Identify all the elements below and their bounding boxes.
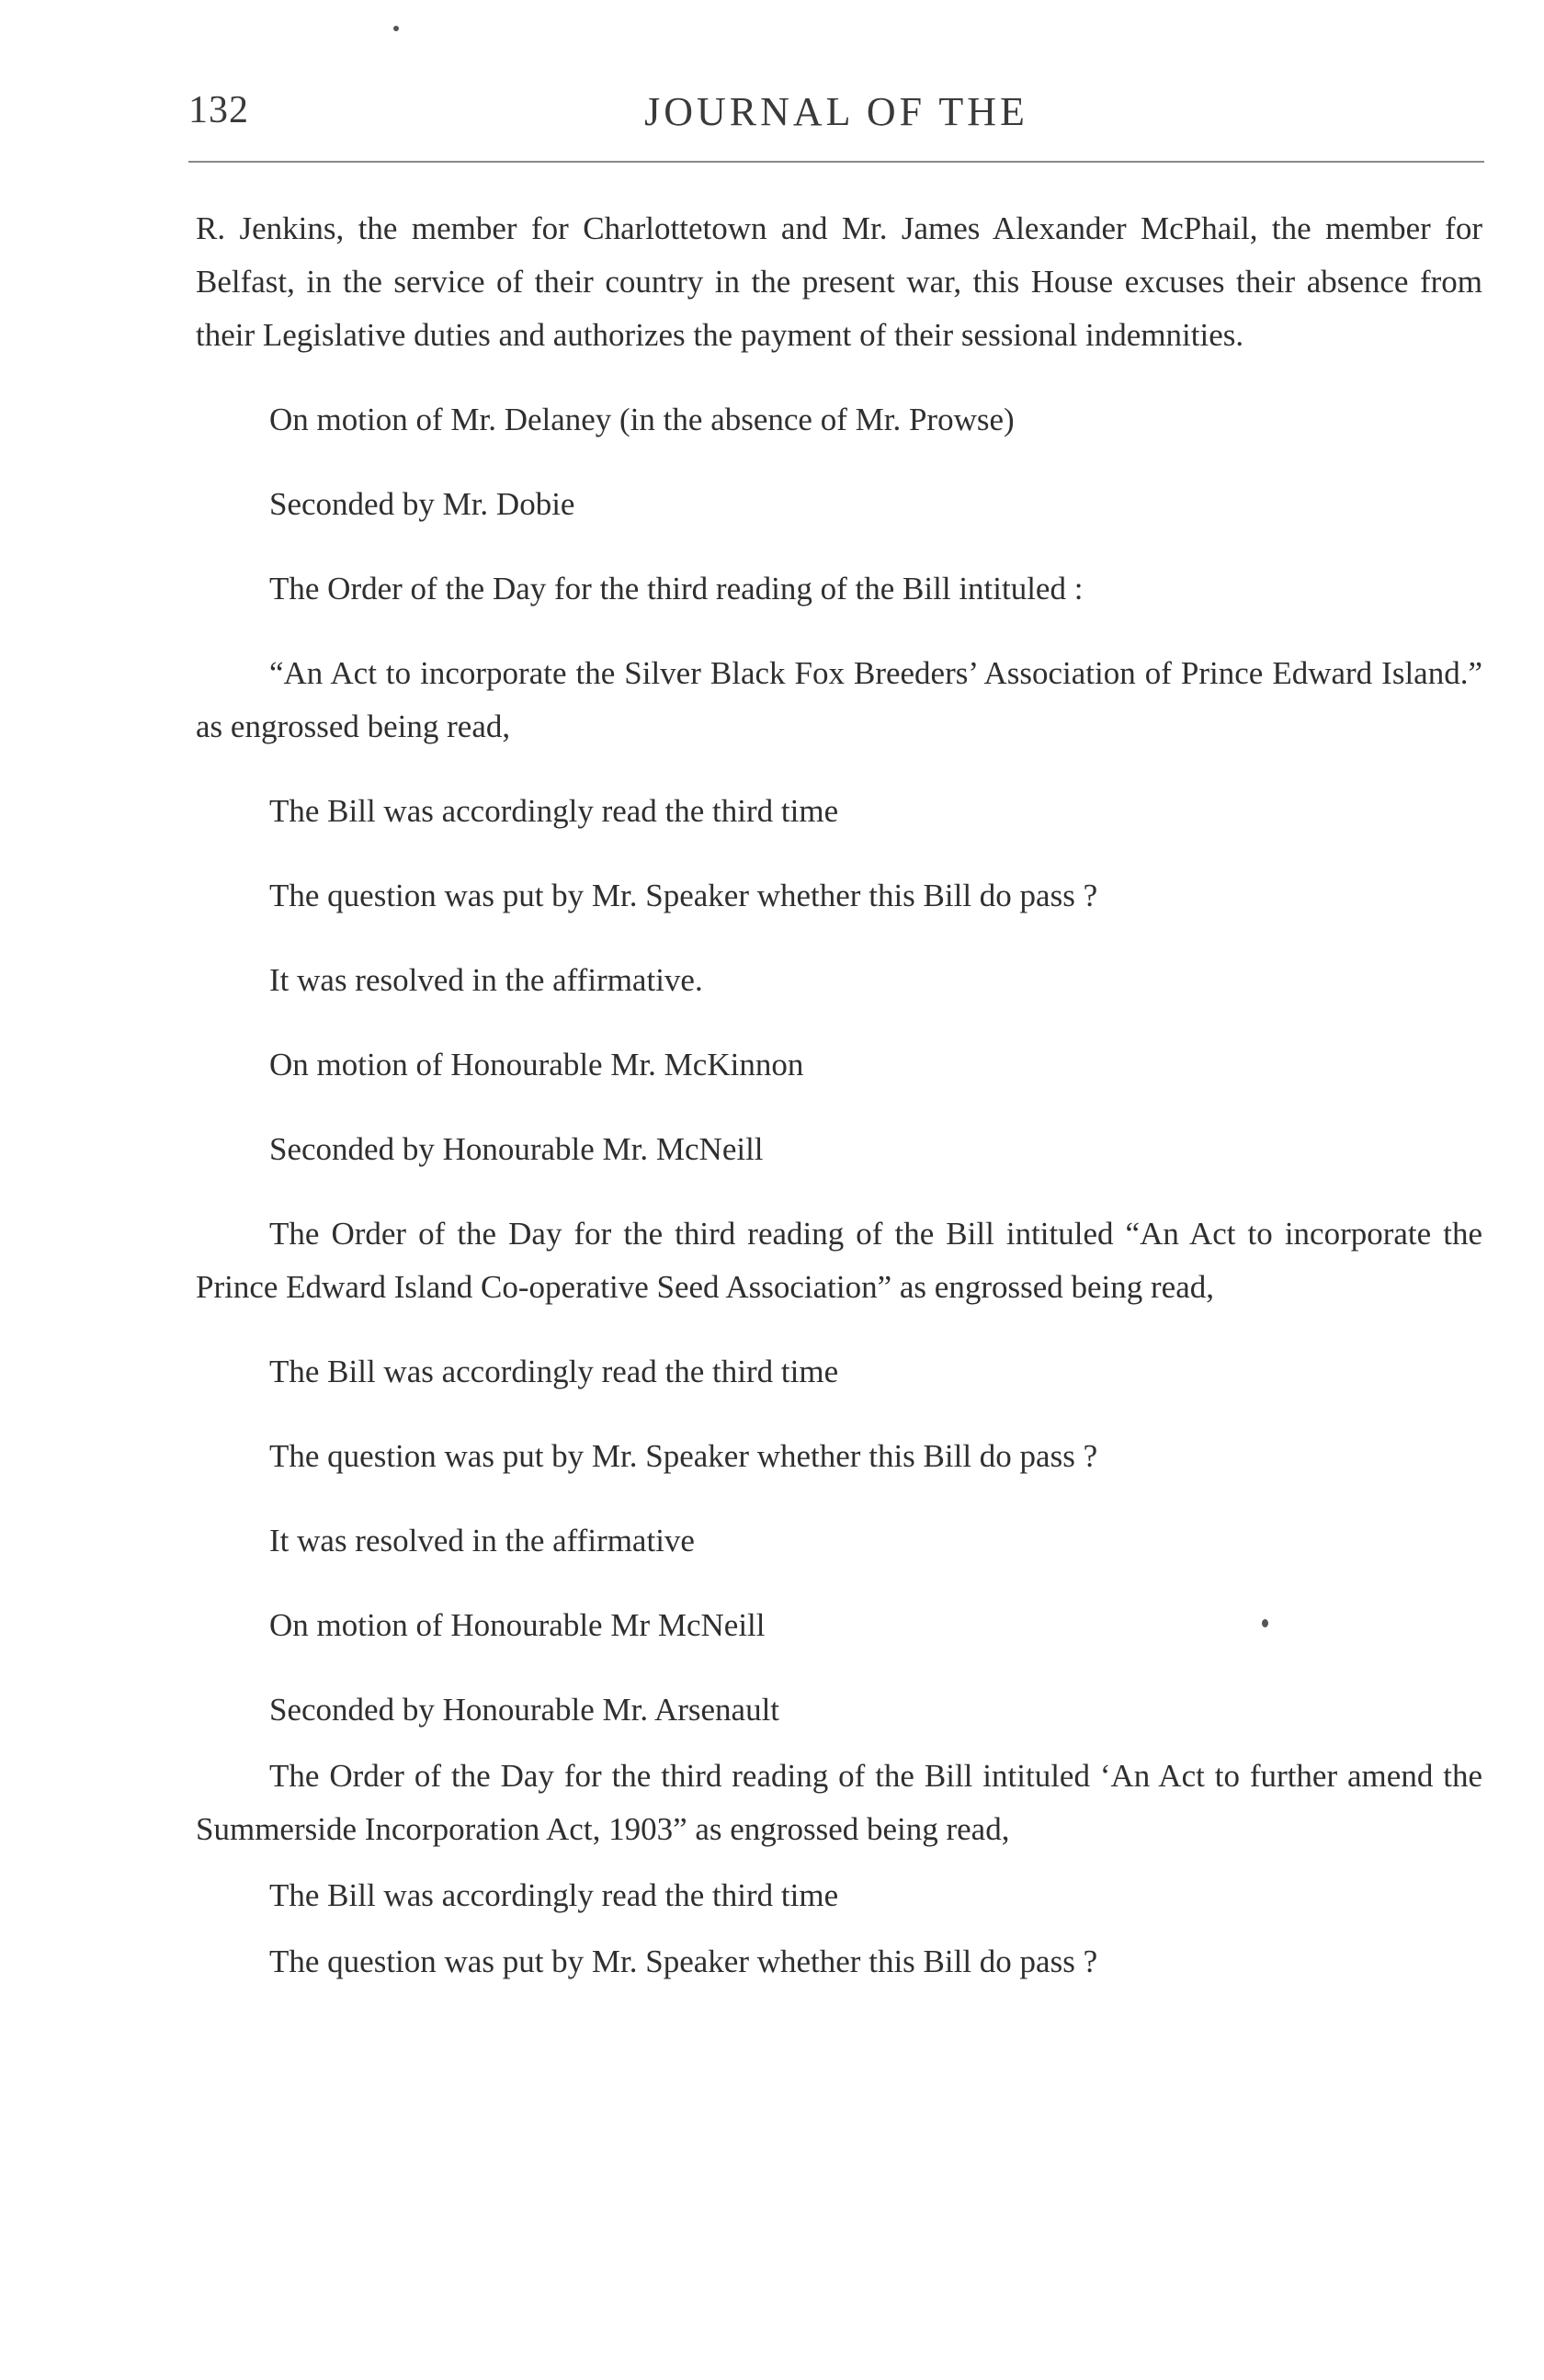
paragraph-motion: On motion of Honourable Mr McNeill <box>269 1607 766 1643</box>
page-header <box>188 88 1484 143</box>
journal-body <box>196 202 1482 1989</box>
paragraph-motion: On motion of Honourable Mr. McKinnon <box>269 1047 804 1082</box>
paragraph-bill-read: The Bill was accordingly read the third time <box>269 1354 839 1389</box>
paragraph-order-of-day: The Order of the Day for the third reading of the Bill intituled : <box>269 571 1084 606</box>
paragraph-continuation: R. Jenkins, the member for Charlottetown and Mr. James Alexander McPhail, the member for Belfast, in the service of their country in the present war, this House excuses their absence from their Legislative duties and authorizes the payment of their sessional indemnities. <box>196 210 1482 353</box>
paragraph-seconded: Seconded by Honourable Mr. Arsenault <box>269 1692 780 1728</box>
paragraph-bill-read: The Bill was accordingly read the third time <box>269 1877 839 1913</box>
paragraph-question: The question was put by Mr. Speaker whether this Bill do pass ? <box>269 1438 1098 1474</box>
paragraph-bill-title: “An Act to incorporate the Silver Black Fox Breeders’ Association of Prince Edward Island.” as engrossed being read, <box>196 655 1482 744</box>
paragraph-question: The question was put by Mr. Speaker whether this Bill do pass ? <box>269 878 1098 913</box>
paragraph-resolved: It was resolved in the affirmative. <box>269 962 703 998</box>
paragraph-question: The question was put by Mr. Speaker whether this Bill do pass ? <box>269 1944 1098 1979</box>
paragraph-seconded: Seconded by Mr. Dobie <box>269 486 575 522</box>
page-number: 132 <box>188 89 249 131</box>
running-head: JOURNAL OF THE <box>644 89 1028 134</box>
header-rule <box>188 161 1484 163</box>
print-speck <box>393 26 399 31</box>
paragraph-seconded: Seconded by Honourable Mr. McNeill <box>269 1131 764 1167</box>
paragraph-resolved: It was resolved in the affirmative <box>269 1523 695 1558</box>
paragraph-bill-read: The Bill was accordingly read the third time <box>269 793 839 829</box>
paragraph-order-of-day: The Order of the Day for the third reading of the Bill intituled ‘An Act to further amend the Summerside Incorporation Act, 1903” as engrossed being read, <box>196 1758 1482 1847</box>
paragraph-order-of-day: The Order of the Day for the third reading of the Bill intituled “An Act to incorporate the Prince Edward Island Co-operative Seed Association” as engrossed being read, <box>196 1216 1482 1305</box>
print-speck <box>1262 1619 1268 1627</box>
paragraph-motion: On motion of Mr. Delaney (in the absence of Mr. Prowse) <box>269 402 1015 437</box>
